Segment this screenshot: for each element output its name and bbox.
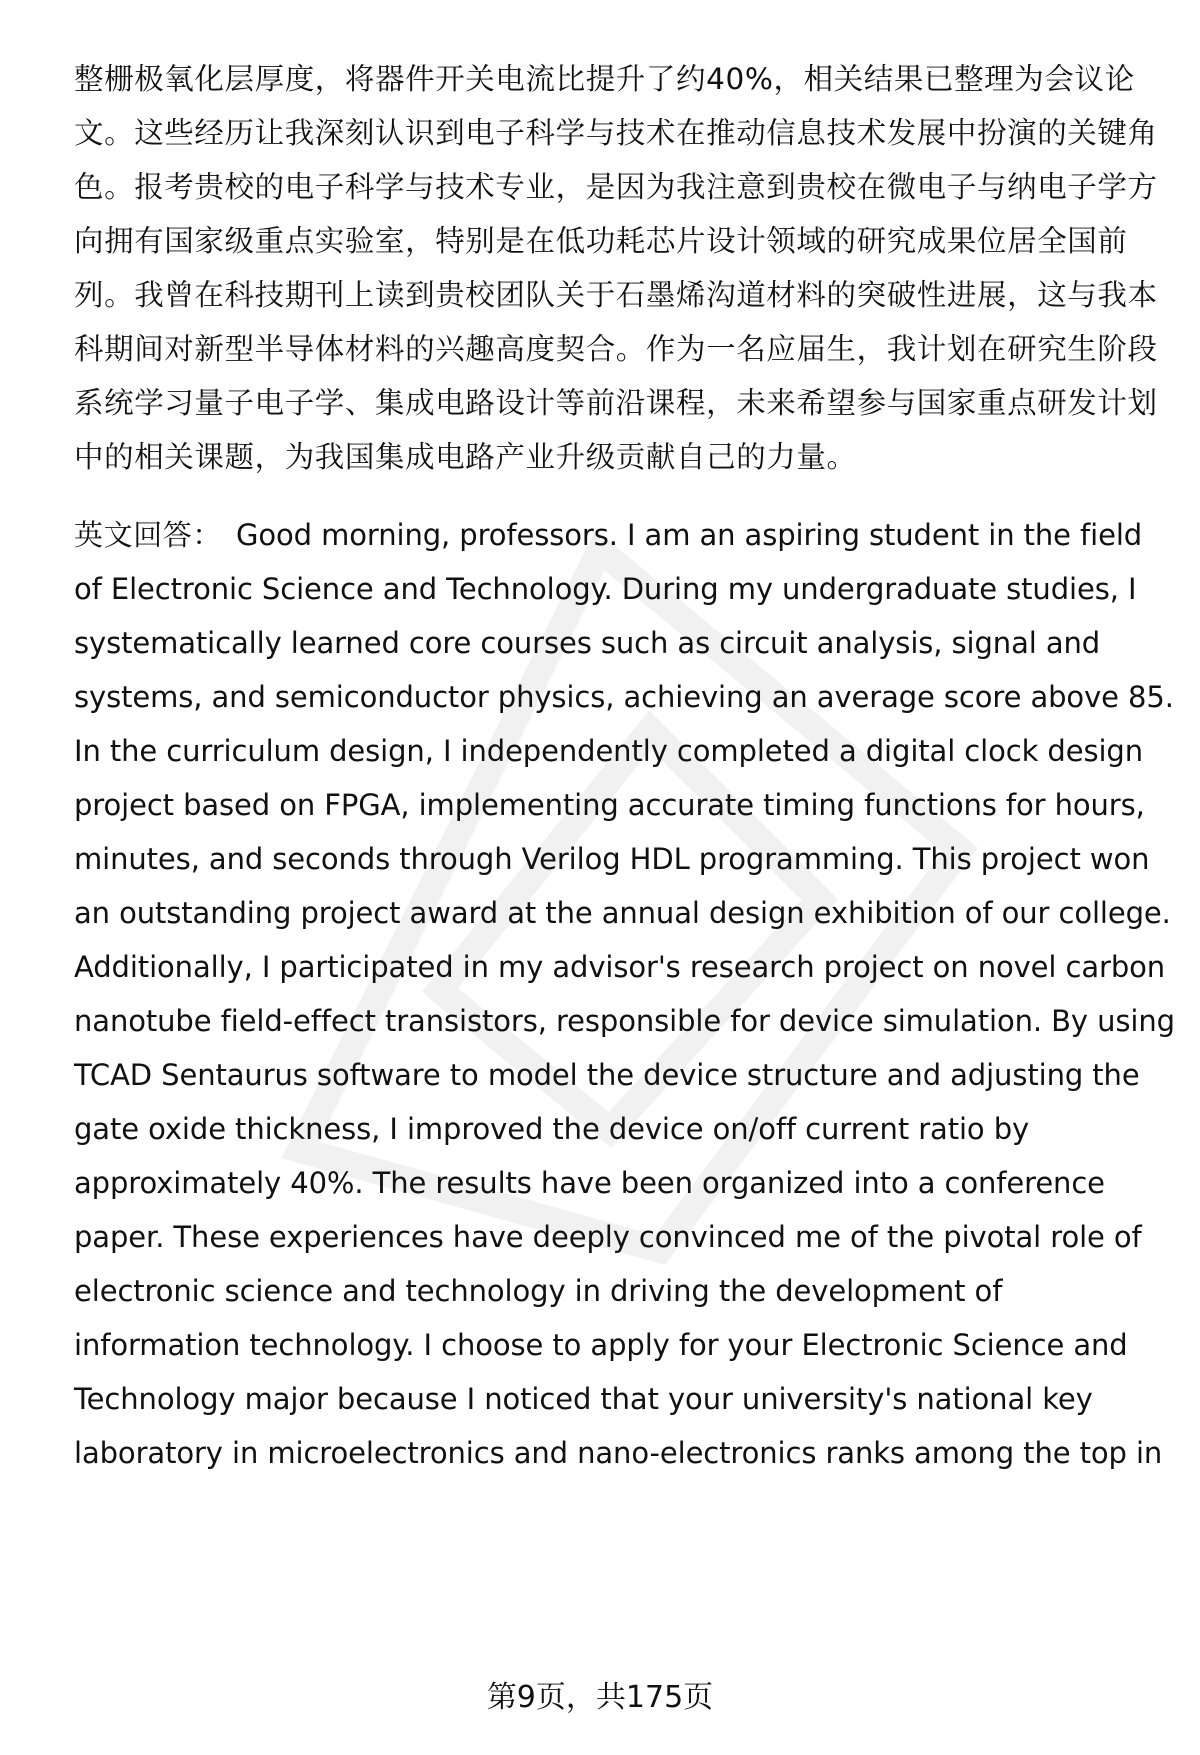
english-text-line: minutes, and seconds through Verilog HDL programming. This project won [74, 842, 1150, 876]
english-text-line: systems, and semiconductor physics, achieving an average score above 85. [74, 680, 1174, 714]
english-text-line: Technology major because I noticed that your university's national key [74, 1382, 1093, 1416]
english-text-line: In the curriculum design, I independently completed a digital clock design [74, 734, 1143, 768]
english-text-line: information technology. I choose to apply for your Electronic Science and [74, 1328, 1128, 1362]
english-text-line: laboratory in microelectronics and nano-electronics ranks among the top in [74, 1436, 1163, 1470]
english-text-segment: Good morning, professors. I am an aspiring student in the field [236, 518, 1143, 552]
chinese-text-line: 科期间对新型半导体材料的兴趣高度契合。作为一名应届生，我计划在研究生阶段 [74, 332, 1158, 366]
english-text-line: project based on FPGA, implementing accurate timing functions for hours, [74, 788, 1145, 822]
english-text-line: systematically learned core courses such as circuit analysis, signal and [74, 626, 1101, 660]
english-answer-first-line [74, 515, 1142, 555]
chinese-text-line: 中的相关课题，为我国集成电路产业升级贡献自己的力量。 [74, 440, 857, 474]
chinese-text-line: 向拥有国家级重点实验室，特别是在低功耗芯片设计领域的研究成果位居全国前 [74, 224, 1128, 258]
chinese-text-line: 文。这些经历让我深刻认识到电子科学与技术在推动信息技术发展中扮演的关键角 [74, 116, 1158, 150]
english-text-line: paper. These experiences have deeply convinced me of the pivotal role of [74, 1220, 1142, 1254]
english-text-line: of Electronic Science and Technology. During my undergraduate studies, I [74, 572, 1137, 606]
english-text-line: TCAD Sentaurus software to model the device structure and adjusting the [74, 1058, 1140, 1092]
chinese-text-line: 系统学习量子电子学、集成电路设计等前沿课程，未来希望参与国家重点研发计划 [74, 386, 1158, 420]
page-number-footer: 第9页，共175页 [486, 1680, 714, 1715]
chinese-text-line: 整栅极氧化层厚度，将器件开关电流比提升了约40%，相关结果已整理为会议论 [74, 62, 1135, 96]
english-text-line: electronic science and technology in driving the development of [74, 1274, 1003, 1308]
chinese-text-line: 列。我曾在科技期刊上读到贵校团队关于石墨烯沟道材料的突破性进展，这与我本 [74, 278, 1158, 312]
english-text-line: gate oxide thickness, I improved the device on/off current ratio by [74, 1112, 1030, 1146]
chinese-text-line: 色。报考贵校的电子科学与技术专业，是因为我注意到贵校在微电子与纳电子学方 [74, 170, 1158, 204]
english-text-line: nanotube field-effect transistors, responsible for device simulation. By using [74, 1004, 1175, 1038]
english-answer-label: 英文回答： [74, 518, 223, 552]
english-text-line: Additionally, I participated in my advisor's research project on novel carbon [74, 950, 1166, 984]
english-text-line: approximately 40%. The results have been organized into a conference [74, 1166, 1105, 1200]
english-text-line: an outstanding project award at the annual design exhibition of our college. [74, 896, 1171, 930]
